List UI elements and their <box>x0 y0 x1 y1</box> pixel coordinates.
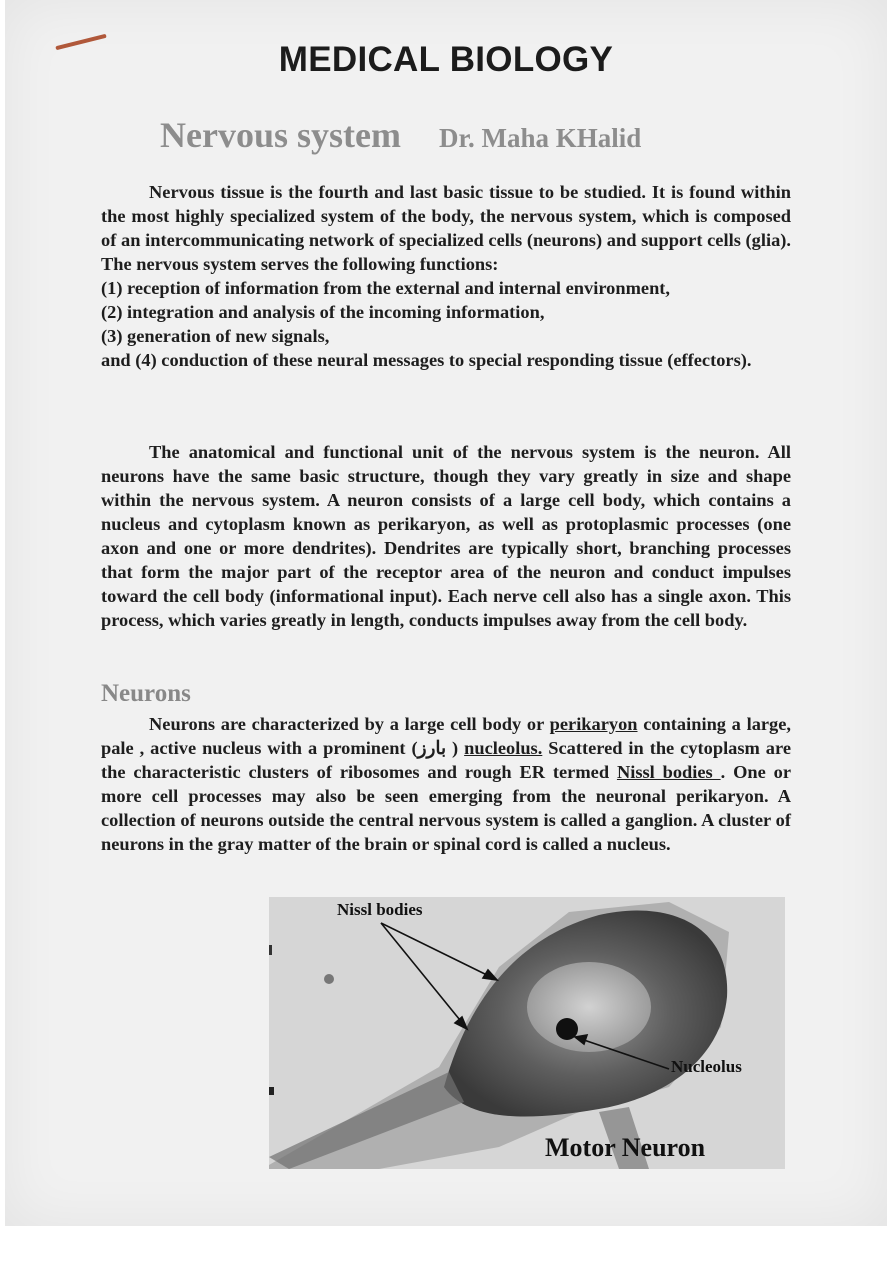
page-title: MEDICAL BIOLOGY <box>278 40 614 79</box>
intro-paragraph: Nervous tissue is the fourth and last basic tissue to be studied. It is found within the most highly specialized system of the body, the nervous system, which is composed of an intercommunicating network of specialized cells (neurons) and support cells (glia). The nervous system serves the following functions: <box>101 182 791 274</box>
figure-caption: Motor Neuron <box>545 1133 706 1162</box>
neuron-micrograph <box>269 897 785 1169</box>
function-item: and (4) conduction of these neural messages to special responding tissue (effectors). <box>101 350 752 370</box>
function-item: (3) generation of new signals, <box>101 326 330 346</box>
function-item: (2) integration and analysis of the incoming information, <box>101 302 545 322</box>
neuron-section <box>101 440 791 632</box>
motor-neuron-figure <box>269 897 785 1169</box>
term-perikaryon: perikaryon <box>549 714 638 734</box>
text-segment: containing a large, pale , active nucleus with a prominent (بارز ) <box>101 714 792 758</box>
term-nissl-bodies: Nissl bodies <box>616 762 721 782</box>
label-nissl-bodies: Nissl bodies <box>337 900 423 919</box>
topic-title: Nervous system <box>160 115 401 155</box>
section-heading-neurons: Neurons <box>101 680 191 707</box>
text-segment: . One or more cell processes may also be seen emerging from the neuronal perikaryon. A collection of neurons outside the central nervous system is called a ganglion. A cluster of neurons in the gray matter of the brain or spinal cord is called a nucleus. <box>101 762 791 854</box>
subtitle <box>160 114 641 156</box>
text-segment: Scattered in the cytoplasm are the characteristic clusters of ribosomes and rough ER termed <box>101 738 791 782</box>
neuron-paragraph: The anatomical and functional unit of the nervous system is the neuron. All neurons have the same basic structure, though they vary greatly in size and shape within the nervous system. A neuron consists of a large cell body, which contains a nucleus and cytoplasm known as perikaryon, as well as protoplasmic processes (one axon and one or more dendrites). Dendrites are typically short, branching processes that form the major part of the receptor area of the neuron and conduct impulses toward the cell body (informational input). Each nerve cell also has a single axon. This process, which varies greatly in length, conducts impulses away from the cell body. <box>101 442 791 630</box>
nucleus <box>527 962 651 1052</box>
label-nucleolus: Nucleolus <box>671 1057 742 1076</box>
neurons-paragraph <box>101 712 791 856</box>
neurons-section <box>101 712 791 856</box>
author-name: Dr. Maha KHalid <box>438 123 642 153</box>
document-page <box>5 0 887 1226</box>
text-segment: Neurons are characterized by a large cell body or <box>149 714 550 734</box>
intro-section <box>101 180 791 372</box>
function-item: (1) reception of information from the external and internal environment, <box>101 278 671 298</box>
term-nucleolus: nucleolus. <box>464 738 543 758</box>
